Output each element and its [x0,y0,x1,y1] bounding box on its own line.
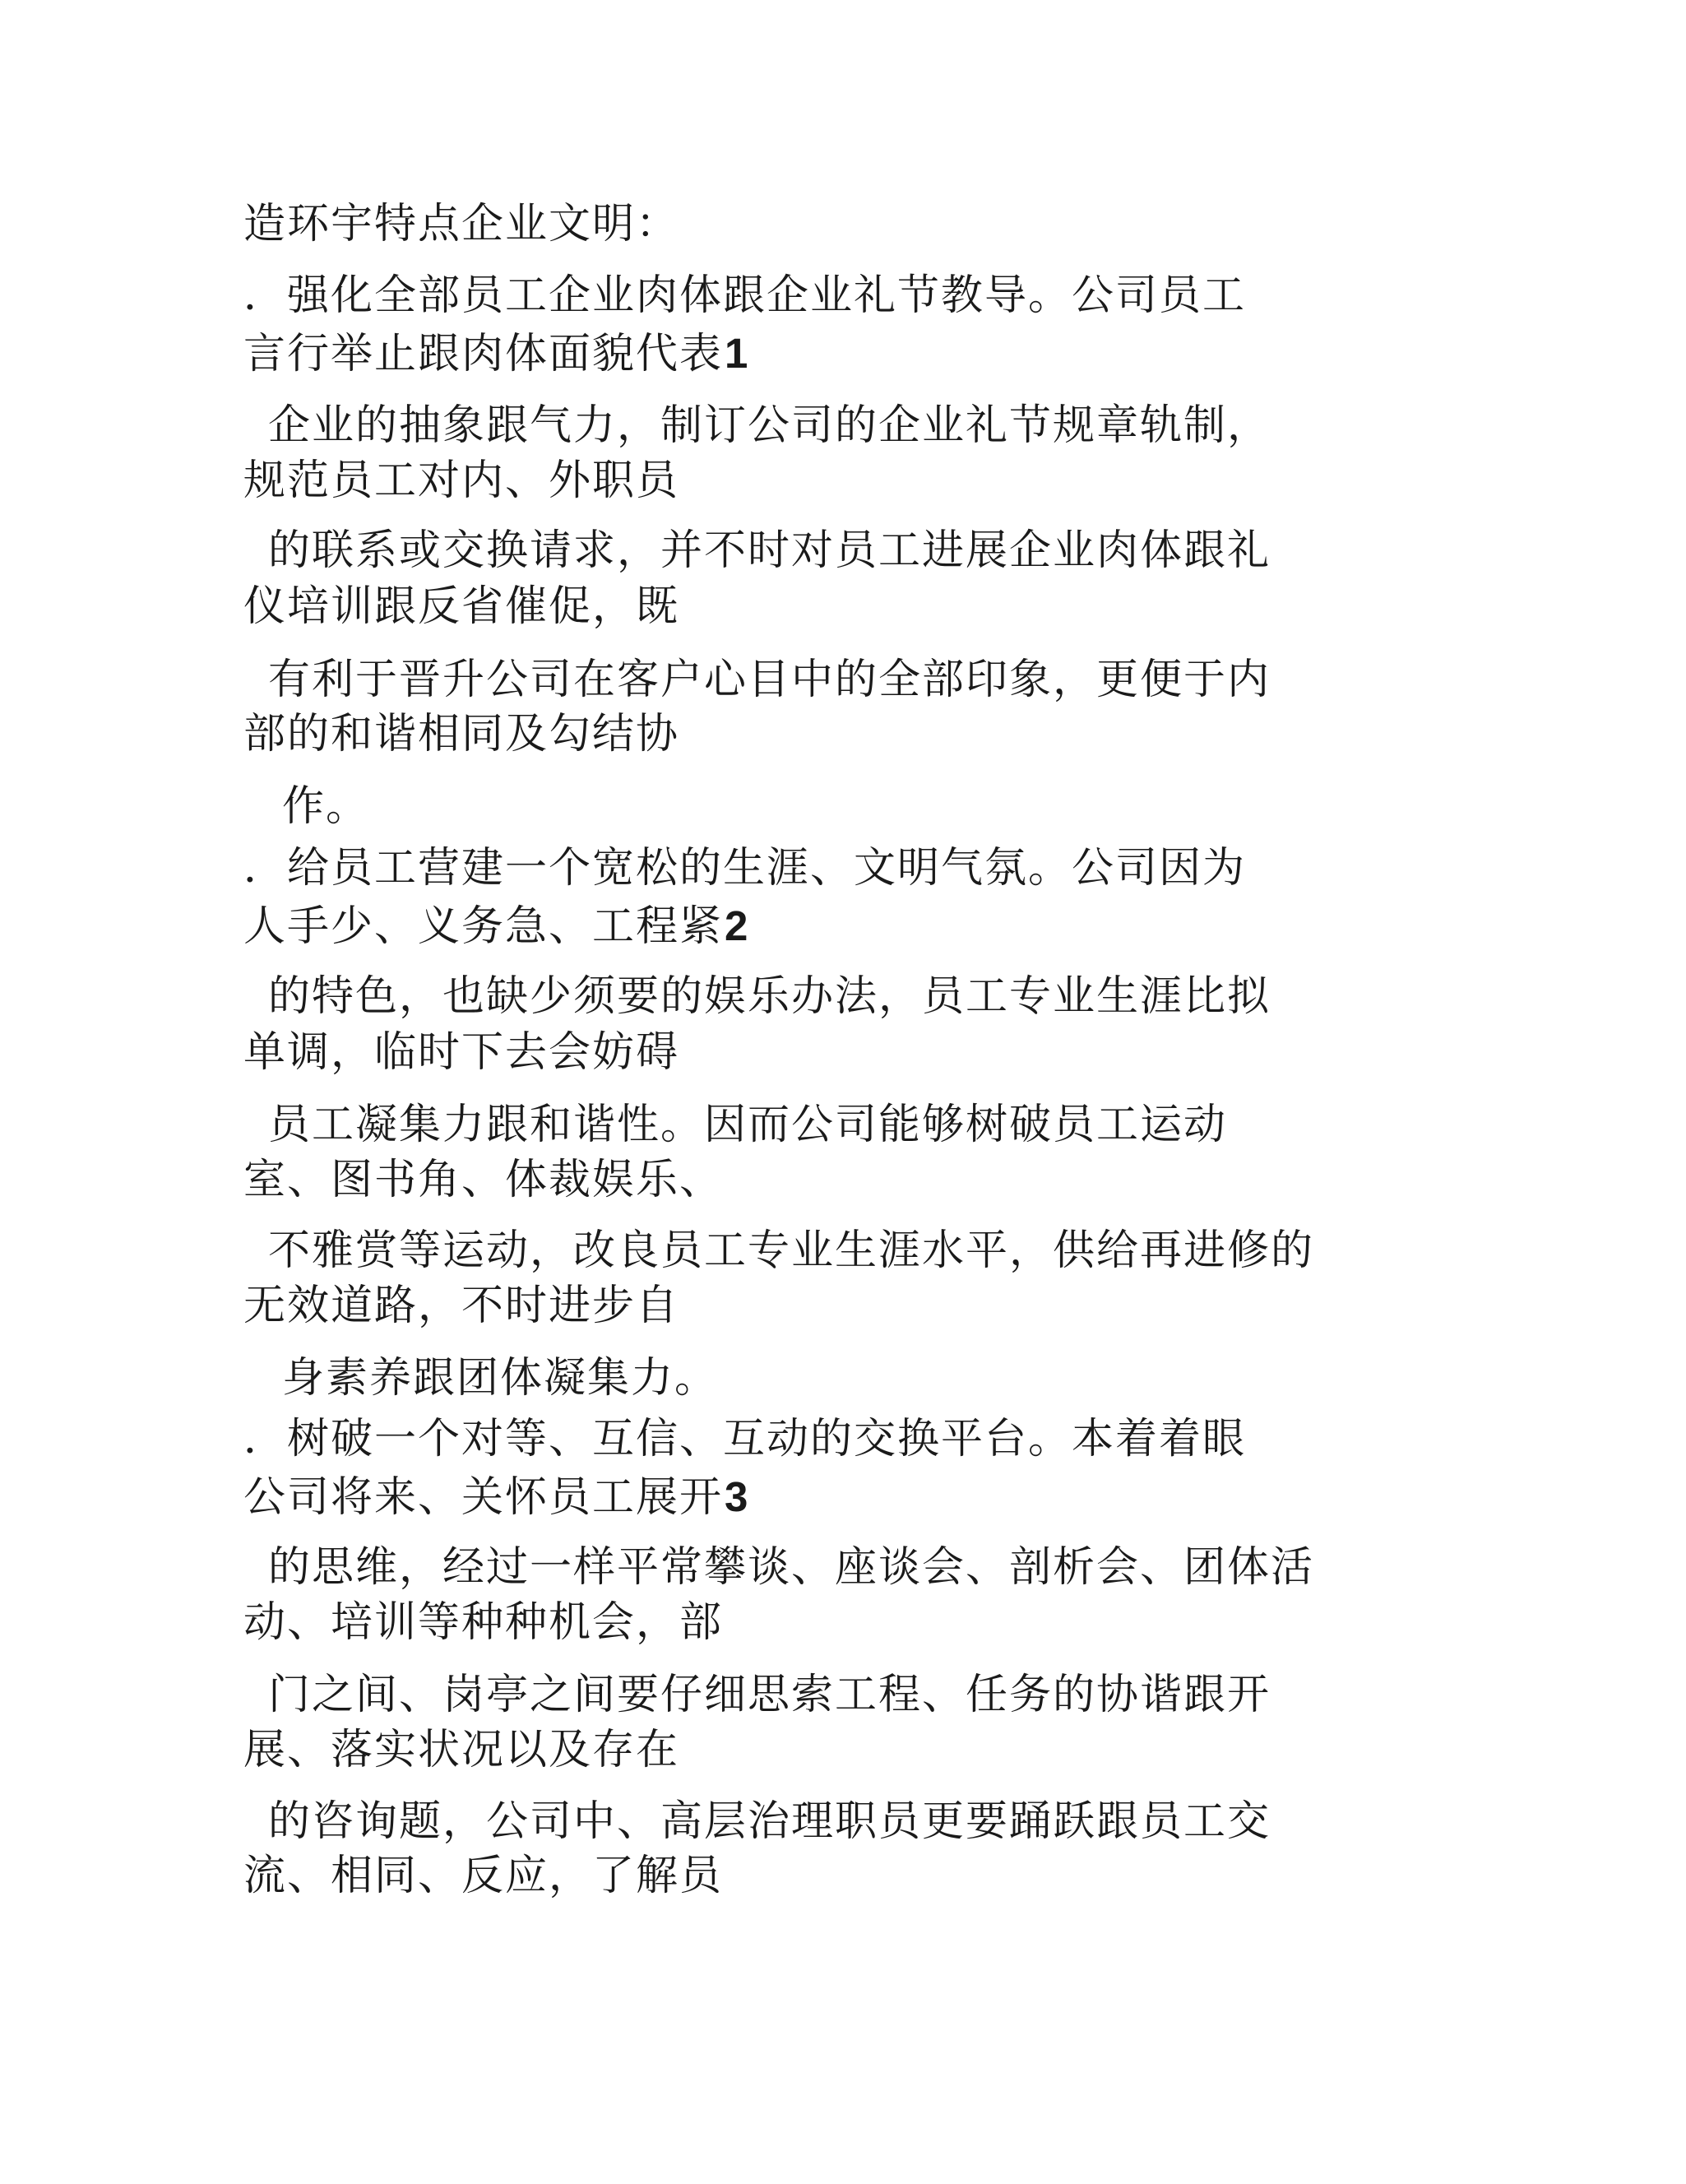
text-line: 身素养跟团体凝集力。 [282,1354,719,1403]
text-line: 动、培训等种种机会，部 [243,1598,724,1647]
item-number: 3 [725,1473,750,1520]
text-line: 员工凝集力跟和谐性。因而公司能够树破员工运动 [268,1101,1228,1149]
text-line: 的咨询题，公司中、高层治理职员更要踊跃跟员工交 [268,1797,1271,1846]
text-line: 展、落实状况以及存在 [243,1726,680,1774]
text-line: 室、图书角、体裁娱乐、 [243,1156,724,1204]
text-line: 无效道路，不时进步自 [243,1282,680,1330]
text-line: 单调，临时下去会妨碍 [243,1028,680,1077]
text-line: ．给员工营建一个宽松的生涯、文明气氛。公司因为 [243,844,1247,893]
text-line: 的思维，经过一样平常攀谈、座谈会、剖析会、团体活 [268,1543,1315,1592]
text-line: 门之间、岗亭之间要仔细思索工程、任务的协谐跟开 [268,1671,1271,1719]
text-line: ．强化全部员工企业肉体跟企业礼节教导。公司员工 [243,271,1247,320]
text-line: 不雅赏等运动，改良员工专业生涯水平，供给再进修的 [268,1226,1315,1275]
text-line: 仪培训跟反省催促，既 [243,582,680,631]
text-line: 部的和谐相同及勾结协 [243,710,680,758]
text-line: 规范员工对内、外职员 [243,457,680,505]
text-line: 的联系或交换请求，并不时对员工进展企业肉体跟礼 [268,526,1271,575]
text-line: 造环宇特点企业文明： [243,200,680,248]
text-line: 的特色，也缺少须要的娱乐办法，员工专业生涯比拟 [268,972,1271,1021]
item-number: 2 [725,902,750,949]
text-line: 有利于晋升公司在客户心目中的全部印象，更便于内 [268,656,1271,704]
item-number: 1 [725,330,750,377]
text-line: 流、相同、反应，了解员 [243,1852,724,1900]
text-line: 言行举止跟肉体面貌代表1 [243,330,750,378]
text-line: 人手少、义务急、工程紧2 [243,902,750,951]
text-line: 企业的抽象跟气力，制订公司的企业礼节规章轨制， [268,401,1271,450]
text-line: 作。 [282,782,370,831]
text-line: ．树破一个对等、互信、互动的交换平台。本着着眼 [243,1415,1247,1463]
text-line: 公司将来、关怀员工展开3 [243,1473,750,1522]
